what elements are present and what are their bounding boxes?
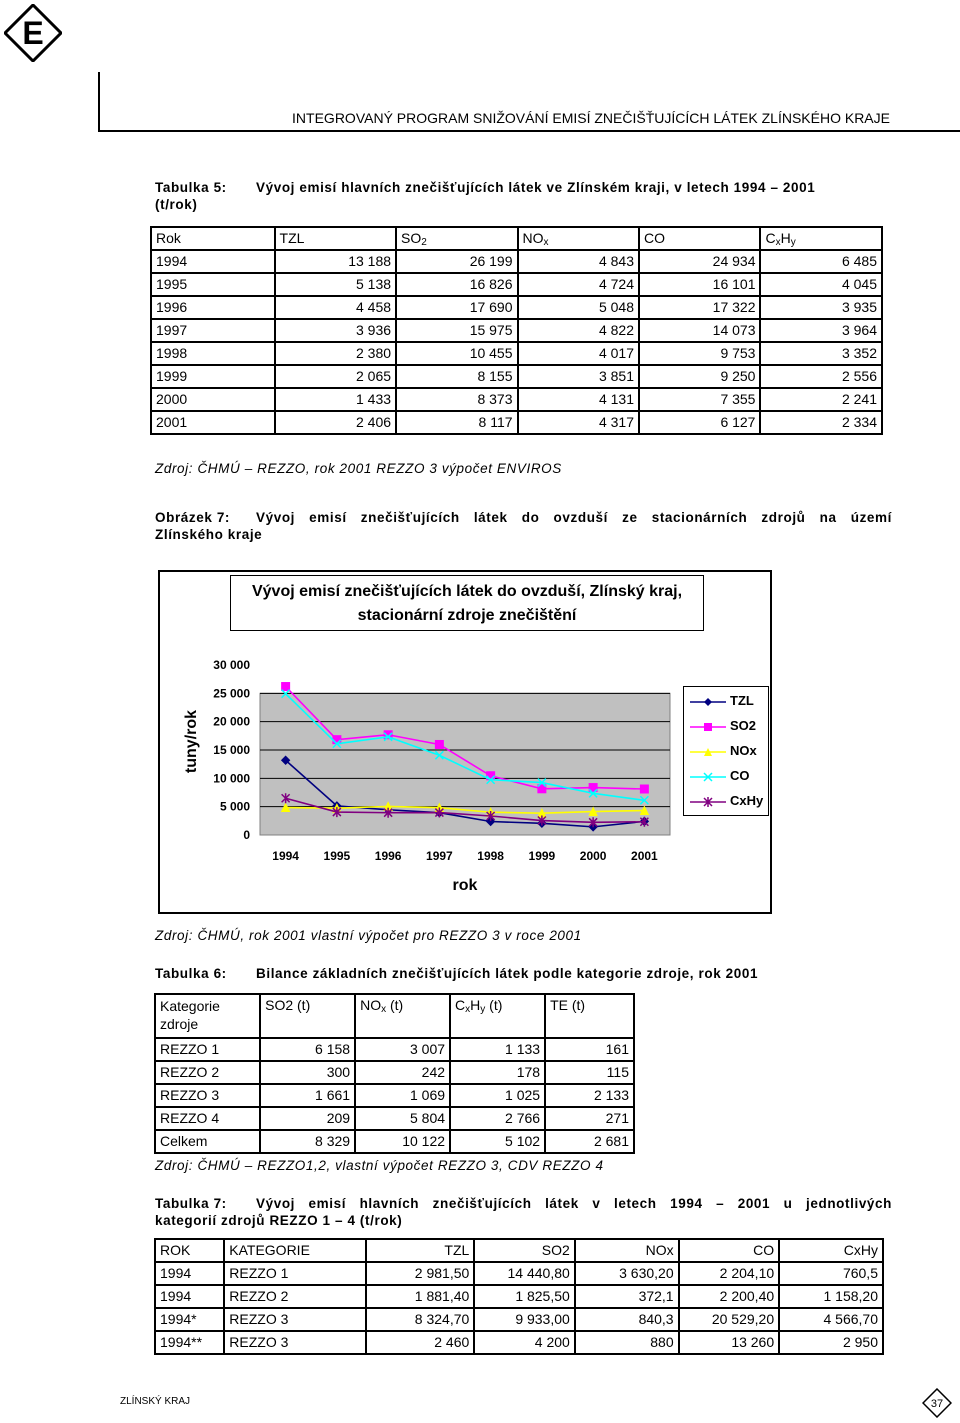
table5-cell: 2 334 <box>760 411 882 434</box>
table5-cell: 1998 <box>151 342 275 365</box>
data-point-so2 <box>282 683 290 691</box>
table5-header-cell: $NO_x$ <box>518 227 639 250</box>
x-tick-label: 1998 <box>477 849 504 863</box>
table5-cell: 3 964 <box>760 319 882 342</box>
table6-row <box>155 1038 634 1061</box>
table5-cell: 3 851 <box>518 365 639 388</box>
table5-row <box>151 296 882 319</box>
table6-caption-label: Tabulka 6: <box>155 966 227 981</box>
y-tick-label: 5 000 <box>219 799 250 814</box>
table7-cell: REZZO 3 <box>224 1308 366 1331</box>
table5-header-cell: TZL <box>275 227 396 250</box>
table5-cell: 2 065 <box>275 365 396 388</box>
table6-row <box>155 1084 634 1107</box>
legend-swatch-tzl-icon <box>690 696 726 708</box>
x-tick-label: 2000 <box>579 849 607 863</box>
table7-caption-text-line2: kategorií zdrojů REZZO 1 – 4 (t/rok) <box>155 1213 403 1228</box>
table6-cell: 2 133 <box>545 1084 634 1107</box>
table6-header-cell: $NO_x$ (t) <box>355 994 450 1038</box>
table5-cell: 16 826 <box>396 273 517 296</box>
table5-cell: 4 843 <box>518 250 639 273</box>
table7-cell: 14 440,80 <box>474 1262 575 1285</box>
table6-cell: 2 681 <box>545 1130 634 1153</box>
chart-plot <box>160 640 680 905</box>
table5-header-cell: Rok <box>151 227 275 250</box>
table5-row <box>151 342 882 365</box>
table6-cell: 242 <box>355 1061 450 1084</box>
table6-cell: 1 661 <box>260 1084 355 1107</box>
table5-cell: 10 455 <box>396 342 517 365</box>
table5-cell: 15 975 <box>396 319 517 342</box>
footer-region-label: ZLÍNSKÝ KRAJ <box>120 1396 191 1407</box>
table7-cell: 20 529,20 <box>679 1308 780 1331</box>
table5-caption-text: Vývoj emisí hlavních znečišťujících látek ve Zlínském kraji, v letech 1994 – 2001 <box>256 180 816 195</box>
table6-cell: REZZO 4 <box>155 1107 260 1130</box>
table6-cell: REZZO 3 <box>155 1084 260 1107</box>
table7-header-cell: ROK <box>155 1239 224 1262</box>
table5-cell: 17 322 <box>639 296 760 319</box>
table5-cell: 16 101 <box>639 273 760 296</box>
table6-row <box>155 1130 634 1153</box>
table6-cell: 2 766 <box>450 1107 545 1130</box>
table5-cell: 6 127 <box>639 411 760 434</box>
table7-cell: 1 158,20 <box>779 1285 883 1308</box>
table7-cell: 880 <box>575 1331 679 1354</box>
table5-cell: 1997 <box>151 319 275 342</box>
table5-cell: 2 241 <box>760 388 882 411</box>
table7-row <box>155 1285 883 1308</box>
figure7-caption-label: Obrázek 7: <box>155 510 231 525</box>
table7-cell: 1994** <box>155 1331 224 1354</box>
table7-cell: REZZO 3 <box>224 1331 366 1354</box>
table5-cell: 3 935 <box>760 296 882 319</box>
data-point-so2 <box>435 740 443 748</box>
legend-item-tzl <box>690 693 754 708</box>
legend-item-cxhy <box>690 793 763 808</box>
y-tick-label: 30 000 <box>213 658 250 672</box>
table5-cell: 1 433 <box>275 388 396 411</box>
table6-cell: 115 <box>545 1061 634 1084</box>
legend-swatch-so2-icon <box>690 721 726 733</box>
x-tick-label: 1994 <box>272 849 299 863</box>
table7-row <box>155 1308 883 1331</box>
table7-cell: 840,3 <box>575 1308 679 1331</box>
x-tick-label: 1996 <box>374 849 402 863</box>
table5-header-row <box>151 227 882 250</box>
legend-swatch-nox-icon <box>690 746 726 758</box>
chart-legend <box>683 686 769 816</box>
legend-item-co <box>690 768 750 783</box>
legend-swatch-co-icon <box>690 771 726 783</box>
table7-header-cell: KATEGORIE <box>224 1239 366 1262</box>
table7-header-cell: SO2 <box>474 1239 575 1262</box>
table7-header-cell: CO <box>679 1239 780 1262</box>
legend-label: TZL <box>730 693 754 708</box>
table5-cell: 4 458 <box>275 296 396 319</box>
table5-cell: 2 380 <box>275 342 396 365</box>
table6-header-cell: SO2 (t) <box>260 994 355 1038</box>
table7-header-row <box>155 1239 883 1262</box>
legend-item-so2 <box>690 718 756 733</box>
header-horizontal-rule <box>98 130 960 132</box>
legend-item-nox <box>690 743 757 758</box>
table7-caption-text-line1: Vývoj emisí hlavních znečišťujících látek v letech 1994 – 2001 u jednotlivých <box>256 1196 892 1211</box>
table7-row <box>155 1262 883 1285</box>
table6-header-cell: $C_xH_y$ (t) <box>450 994 545 1038</box>
legend-label: SO2 <box>730 718 757 733</box>
table5-cell: 3 352 <box>760 342 882 365</box>
table5-cell: 9 753 <box>639 342 760 365</box>
table5-caption-label: Tabulka 5: <box>155 180 227 195</box>
table7 <box>154 1238 884 1355</box>
table7-cell: 1994 <box>155 1262 224 1285</box>
chart-title: Vývoj emisí znečišťujících látek do ovzduší, Zlínský kraj, stacionární zdroje znečištění <box>230 575 704 631</box>
table6-cell: REZZO 1 <box>155 1038 260 1061</box>
table7-cell: 1 825,50 <box>474 1285 575 1308</box>
table5-header-cell: $SO_2$ <box>396 227 517 250</box>
table5-row <box>151 365 882 388</box>
table6 <box>154 993 635 1154</box>
table6-cell: 209 <box>260 1107 355 1130</box>
table5-cell: 4 724 <box>518 273 639 296</box>
table6-cell: 6 158 <box>260 1038 355 1061</box>
table7-header-cell: CxHy <box>779 1239 883 1262</box>
table7-cell: 4 566,70 <box>779 1308 883 1331</box>
table5-header-cell: $C_xH_y$ <box>760 227 882 250</box>
table6-cell: Celkem <box>155 1130 260 1153</box>
table6-caption-text: Bilance základních znečišťujících látek podle kategorie zdroje, rok 2001 <box>256 966 759 981</box>
table5-row <box>151 319 882 342</box>
page-number-badge <box>922 1388 952 1418</box>
table7-header-cell: TZL <box>366 1239 474 1262</box>
figure7-source: Zdroj: ČHMÚ, rok 2001 vlastní výpočet pro REZZO 3 v roce 2001 <box>155 928 582 943</box>
table7-row <box>155 1331 883 1354</box>
x-axis-label: rok <box>452 877 478 894</box>
y-tick-label: 10 000 <box>213 771 250 786</box>
logo <box>4 4 62 62</box>
table7-cell: 8 324,70 <box>366 1308 474 1331</box>
table7-cell: REZZO 2 <box>224 1285 366 1308</box>
page-number: 37 <box>930 1398 944 1410</box>
table6-header-row <box>155 994 634 1038</box>
table5-cell: 7 355 <box>639 388 760 411</box>
header-title: INTEGROVANÝ PROGRAM SNIŽOVÁNÍ EMISÍ ZNEČIŠŤUJÍCÍCH LÁTEK ZLÍNSKÉHO KRAJE <box>292 110 890 126</box>
table5-cell: 26 199 <box>396 250 517 273</box>
table5-cell: 2000 <box>151 388 275 411</box>
table6-cell: 1 069 <box>355 1084 450 1107</box>
table7-cell: 1994 <box>155 1285 224 1308</box>
y-tick-label: 25 000 <box>213 686 250 701</box>
table7-cell: 2 204,10 <box>679 1262 780 1285</box>
y-tick-label: 15 000 <box>213 743 250 757</box>
table5-cell: 8 155 <box>396 365 517 388</box>
table5-cell: 2 406 <box>275 411 396 434</box>
table7-cell: 1994* <box>155 1308 224 1331</box>
table6-cell: REZZO 2 <box>155 1061 260 1084</box>
table6-cell: 5 102 <box>450 1130 545 1153</box>
table5-cell: 8 117 <box>396 411 517 434</box>
x-tick-label: 1997 <box>426 849 453 863</box>
figure7-caption-text-line1: Vývoj emisí znečišťujících látek do ovzduší ze stacionárních zdrojů na území <box>256 510 892 525</box>
data-point-so2 <box>333 736 341 744</box>
table5-cell: 4 822 <box>518 319 639 342</box>
table6-cell: 5 804 <box>355 1107 450 1130</box>
table7-caption-label: Tabulka 7: <box>155 1196 227 1211</box>
table7-cell: 2 200,40 <box>679 1285 780 1308</box>
table7-header-cell: NOx <box>575 1239 679 1262</box>
table5 <box>150 226 883 435</box>
table5-cell: 17 690 <box>396 296 517 319</box>
table5-cell: 2 556 <box>760 365 882 388</box>
figure7-caption-text-line2: Zlínského kraje <box>155 527 263 542</box>
table6-cell: 178 <box>450 1061 545 1084</box>
table5-cell: 3 936 <box>275 319 396 342</box>
table5-cell: 4 045 <box>760 273 882 296</box>
legend-label: NOx <box>730 743 757 758</box>
legend-label: CxHy <box>730 793 764 808</box>
table5-header-cell: CO <box>639 227 760 250</box>
table7-cell: 760,5 <box>779 1262 883 1285</box>
data-point-so2 <box>640 785 648 793</box>
table6-cell: 271 <box>545 1107 634 1130</box>
table5-cell: 1996 <box>151 296 275 319</box>
y-tick-label: 20 000 <box>213 714 250 729</box>
table5-cell: 24 934 <box>639 250 760 273</box>
y-axis-label: tuny/rok <box>183 709 200 774</box>
table6-cell: 10 122 <box>355 1130 450 1153</box>
table5-cell: 1999 <box>151 365 275 388</box>
table6-row <box>155 1061 634 1084</box>
logo-letter: E <box>22 15 44 51</box>
table5-cell: 4 317 <box>518 411 639 434</box>
x-tick-label: 2001 <box>631 849 658 863</box>
table5-row <box>151 388 882 411</box>
table7-cell: 372,1 <box>575 1285 679 1308</box>
table5-cell: 1994 <box>151 250 275 273</box>
table5-cell: 8 373 <box>396 388 517 411</box>
table6-cell: 3 007 <box>355 1038 450 1061</box>
table6-cell: 161 <box>545 1038 634 1061</box>
table5-caption-unit: (t/rok) <box>155 197 198 212</box>
legend-label: CO <box>730 768 750 783</box>
table5-row <box>151 411 882 434</box>
table7-cell: 2 981,50 <box>366 1262 474 1285</box>
table6-header-cell: Kategorie zdroje <box>155 994 260 1038</box>
table7-cell: 13 260 <box>679 1331 780 1354</box>
table5-source: Zdroj: ČHMÚ – REZZO, rok 2001 REZZO 3 výpočet ENVIROS <box>155 461 562 476</box>
legend-swatch-cxhy-icon <box>690 796 726 808</box>
table5-cell: 9 250 <box>639 365 760 388</box>
table6-source: Zdroj: ČHMÚ – REZZO1,2, vlastní výpočet REZZO 3, CDV REZZO 4 <box>155 1158 604 1173</box>
table5-cell: 5 138 <box>275 273 396 296</box>
table6-cell: 300 <box>260 1061 355 1084</box>
x-tick-label: 1995 <box>323 849 351 863</box>
table7-cell: 2 460 <box>366 1331 474 1354</box>
y-tick-label: 0 <box>243 828 250 842</box>
table5-row <box>151 273 882 296</box>
table5-row <box>151 250 882 273</box>
x-tick-label: 1999 <box>528 849 556 863</box>
table5-cell: 6 485 <box>760 250 882 273</box>
table5-cell: 4 131 <box>518 388 639 411</box>
table7-cell: 1 881,40 <box>366 1285 474 1308</box>
table5-cell: 13 188 <box>275 250 396 273</box>
table5-cell: 2001 <box>151 411 275 434</box>
table7-cell: REZZO 1 <box>224 1262 366 1285</box>
table6-cell: 8 329 <box>260 1130 355 1153</box>
table5-cell: 4 017 <box>518 342 639 365</box>
table5-cell: 1995 <box>151 273 275 296</box>
table7-cell: 3 630,20 <box>575 1262 679 1285</box>
table6-cell: 1 133 <box>450 1038 545 1061</box>
table7-cell: 2 950 <box>779 1331 883 1354</box>
table6-header-cell: TE (t) <box>545 994 634 1038</box>
table5-cell: 5 048 <box>518 296 639 319</box>
table6-row <box>155 1107 634 1130</box>
table7-cell: 9 933,00 <box>474 1308 575 1331</box>
table7-cell: 4 200 <box>474 1331 575 1354</box>
table6-cell: 1 025 <box>450 1084 545 1107</box>
table5-cell: 14 073 <box>639 319 760 342</box>
